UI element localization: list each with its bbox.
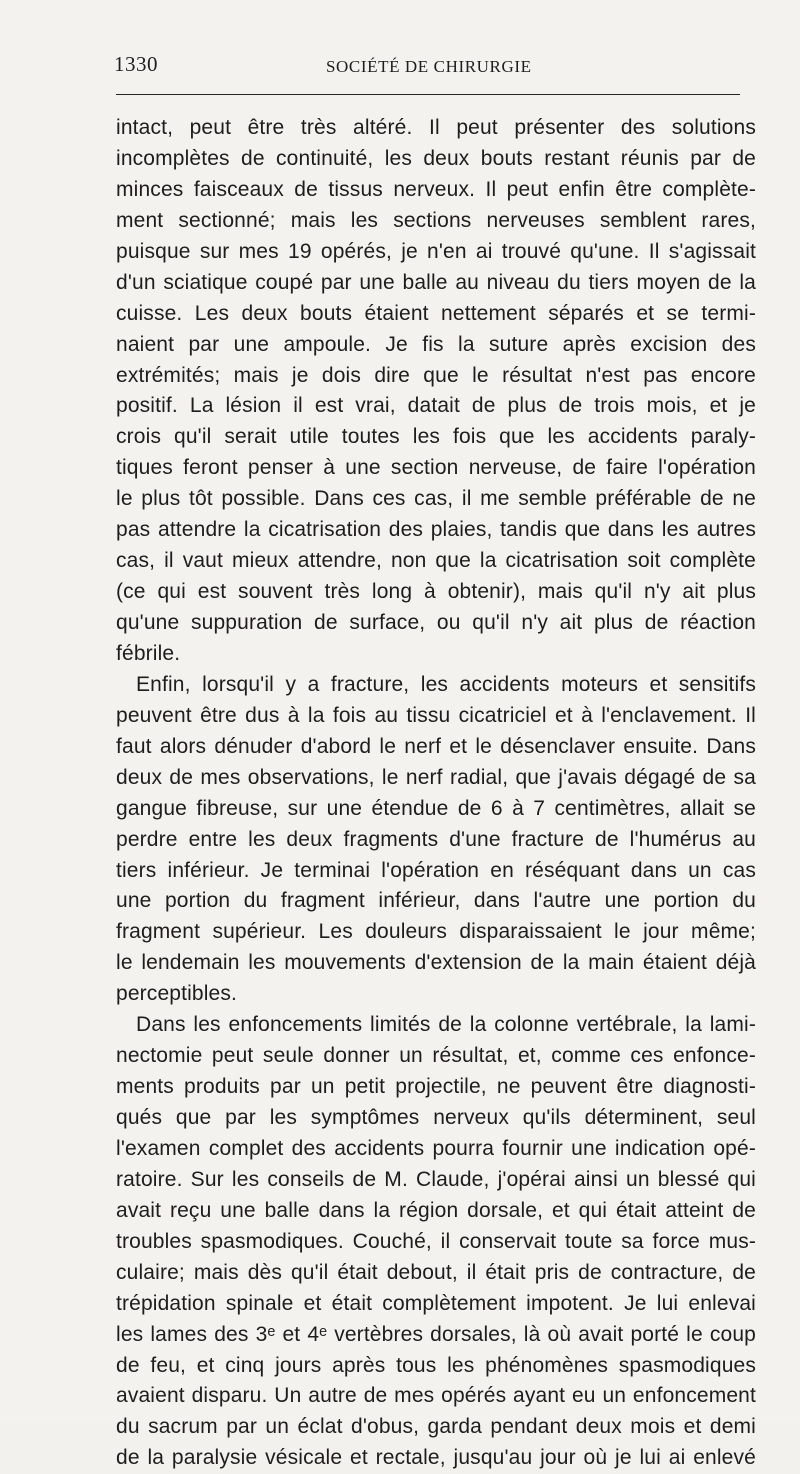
text-line: crois qu'il serait utile toutes les fois que les accidents paraly- <box>116 425 756 449</box>
text-line: peuvent être dus à la fois au tissu cicatriciel et à l'enclavement. Il <box>116 703 756 727</box>
text-line: l'examen complet des accidents pourra fournir une indication opé- <box>116 1136 756 1160</box>
text-line: tiers inférieur. Je terminai l'opération en réséquant dans un cas <box>116 858 756 882</box>
text-line: d'un sciatique coupé par une balle au niveau du tiers moyen de la <box>116 270 756 294</box>
text-line: troubles spasmodiques. Couché, il conservait toute sa force mus- <box>116 1229 756 1253</box>
text-line: fragment supérieur. Les douleurs disparaissaient le jour même; <box>116 920 756 944</box>
text-line: qués que par les symptômes nerveux qu'ils déterminent, seul <box>116 1106 756 1129</box>
text-line: naient par une ampoule. Je fis la suture après excision des <box>116 332 756 356</box>
text-line: avait reçu une balle dans la région dorsale, et qui était atteint de <box>116 1198 756 1222</box>
text-line: Dans les enfoncements limités de la colonne vertébrale, la lami- <box>136 1013 756 1037</box>
text-line: culaire; mais dès qu'il était debout, il était pris de contracture, de <box>116 1260 756 1284</box>
text-line: une portion du fragment inférieur, dans l'autre une portion du <box>116 889 756 913</box>
text-line: tiques feront penser à une section nerveuse, de faire l'opération <box>116 456 756 480</box>
text-line: Enfin, lorsqu'il y a fracture, les accidents moteurs et sensitifs <box>136 672 756 696</box>
text-line: fébrile. <box>116 641 181 665</box>
text-line: minces faisceaux de tissus nerveux. Il peut enfin être complète- <box>116 177 756 201</box>
text-line: les lames des 3ᵉ et 4ᵉ vertèbres dorsales, là où avait porté le coup <box>116 1322 756 1346</box>
text-line: le lendemain les mouvements d'extension de la main étaient déjà <box>116 951 756 975</box>
text-line: deux de mes observations, le nerf radial, que j'avais dégagé de sa <box>116 765 756 789</box>
text-line: le plus tôt possible. Dans ces cas, il me semble préférable de ne <box>116 487 756 511</box>
text-line: avaient disparu. Un autre de mes opérés ayant eu un enfoncement <box>116 1384 756 1408</box>
text-line: puisque sur mes 19 opérés, je n'en ai trouvé qu'une. Il s'agissait <box>116 239 756 263</box>
text-line: qu'une suppuration de surface, ou qu'il n'y ait plus de réaction <box>116 611 756 634</box>
text-line: ratoire. Sur les conseils de M. Claude, j'opérai ainsi un blessé qui <box>116 1167 756 1191</box>
body-text <box>116 113 756 1474</box>
header-rule <box>116 94 740 95</box>
text-line: ments produits par un petit projectile, ne peuvent être diagnosti- <box>116 1075 756 1099</box>
text-line: intact, peut être très altéré. Il peut présenter des solutions <box>116 116 756 139</box>
text-line: cuisse. Les deux bouts étaient nettement séparés et se termi- <box>116 301 756 325</box>
page-number: 1330 <box>114 52 158 76</box>
text-line: positif. La lésion il est vrai, datait de plus de trois mois, et je <box>116 394 756 418</box>
text-line: de la paralysie vésicale et rectale, jusqu'au jour où je lui ai enlevé <box>116 1446 756 1470</box>
text-line: de feu, et cinq jours après tous les phénomènes spasmodiques <box>116 1353 756 1377</box>
text-line: pas attendre la cicatrisation des plaies, tandis que dans les autres <box>116 518 756 542</box>
text-line: (ce qui est souvent très long à obtenir), mais qu'il n'y ait plus <box>116 580 756 604</box>
text-line: nectomie peut seule donner un résultat, et, comme ces enfonce- <box>116 1044 756 1068</box>
text-line: cas, il vaut mieux attendre, non que la cicatrisation soit complète <box>116 549 756 573</box>
text-line: extrémités; mais je dois dire que le résultat n'est pas encore <box>116 363 756 387</box>
text-line: perdre entre les deux fragments d'une fracture de l'humérus au <box>116 827 756 851</box>
text-line: du sacrum par un éclat d'obus, garda pendant deux mois et demi <box>116 1415 756 1439</box>
text-line: faut alors dénuder d'abord le nerf et le désenclaver ensuite. Dans <box>116 734 756 758</box>
text-line: gangue fibreuse, sur une étendue de 6 à 7 centimètres, allait se <box>116 796 756 820</box>
running-head: SOCIÉTÉ DE CHIRURGIE <box>326 57 532 76</box>
text-line: incomplètes de continuité, les deux bouts restant réunis par de <box>116 146 756 170</box>
text-line: ment sectionné; mais les sections nerveuses semblent rares, <box>116 208 756 232</box>
text-line: trépidation spinale et était complètement impotent. Je lui enlevai <box>116 1291 756 1315</box>
text-line: perceptibles. <box>116 982 238 1006</box>
